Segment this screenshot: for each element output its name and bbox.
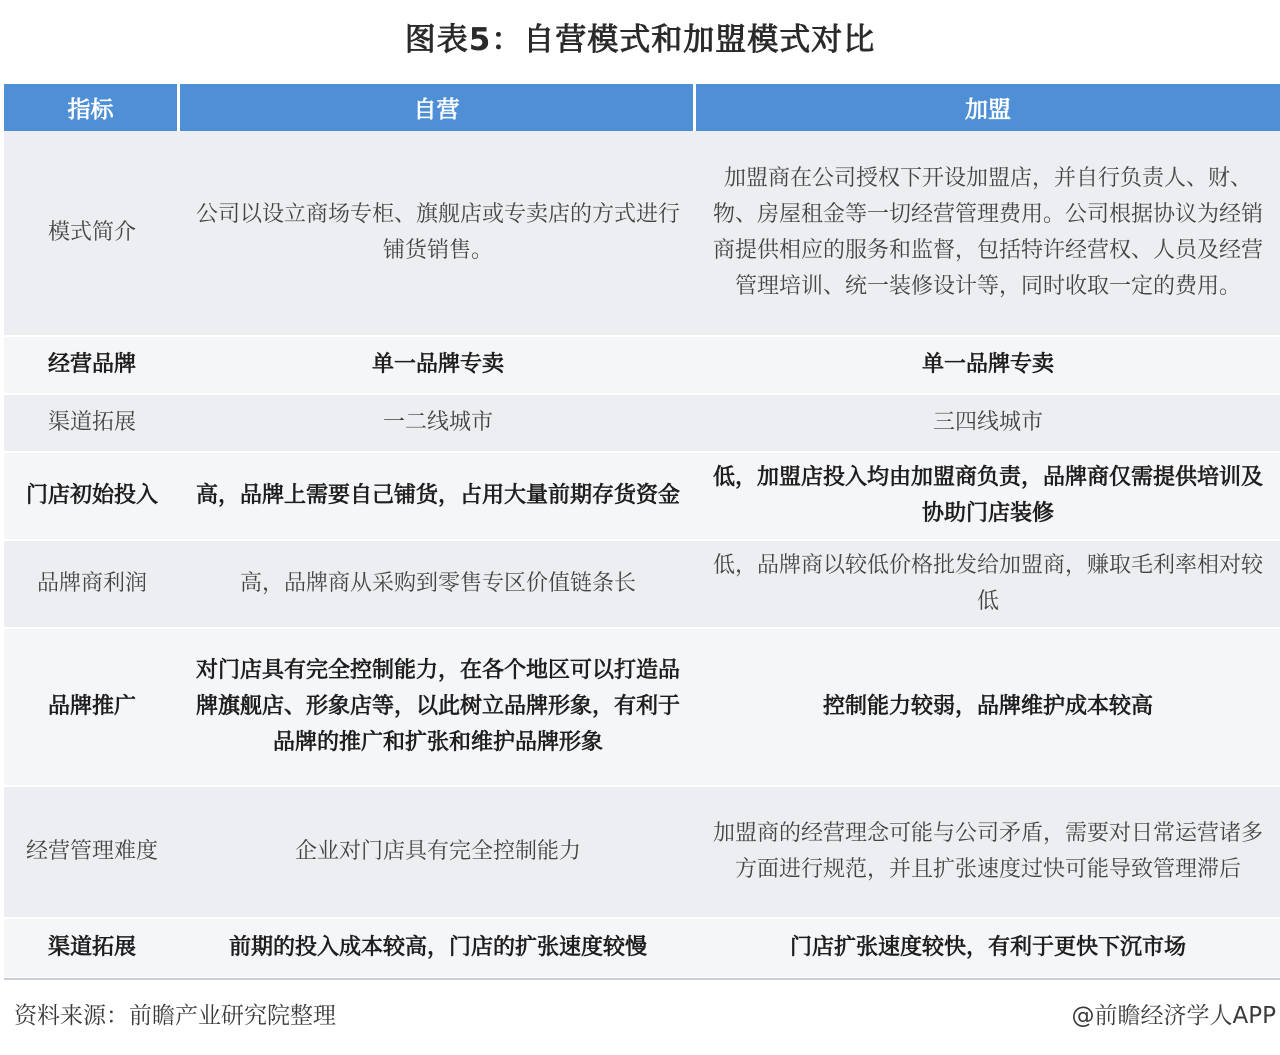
franchise-cell: 三四线城市 [932, 410, 1043, 435]
franchise-cell: 门店扩张速度较快，有利于更快下沉市场 [789, 935, 1186, 960]
row-label: 渠道拓展 [47, 935, 136, 960]
chart-title: 图表5：自营模式和加盟模式对比 [404, 22, 876, 58]
row-label: 经营品牌 [47, 352, 136, 377]
table-row [4, 785, 1280, 917]
brand-credit: @前瞻经济学人APP [1071, 1003, 1276, 1029]
self-cell: 企业对门店具有完全控制能力 [294, 839, 581, 864]
row-label: 品牌商利润 [36, 571, 147, 596]
table-row [4, 393, 1280, 451]
self-cell: 单一品牌专卖 [371, 352, 504, 377]
footer [0, 985, 1280, 1045]
franchise-cell: 加盟商在公司授权下开设加盟店，并自行负责人、财、物、房屋租金等一切经营管理费用。公司根据协议为经销商提供相应的服务和监督，包括特许经营权、人员及经营管理培训、统一装修设计等，同时收取一定的费用。 [712, 166, 1263, 299]
franchise-cell: 低，品牌商以较低价格批发给加盟商，赚取毛利率相对较低 [712, 553, 1263, 614]
franchise-cell: 低，加盟店投入均由加盟商负责，品牌商仅需提供培训及协助门店装修 [712, 465, 1263, 526]
table-row [4, 539, 1280, 627]
table-header [4, 84, 1280, 131]
table-row [4, 627, 1280, 785]
self-cell: 高，品牌商从采购到零售专区价值链条长 [239, 571, 636, 596]
self-cell: 对门店具有完全控制能力，在各个地区可以打造品牌旗舰店、形象店等，以此树立品牌形象，有利于品牌的推广和扩张和维护品牌形象 [195, 658, 680, 755]
table-row [4, 917, 1280, 977]
row-label: 渠道拓展 [47, 410, 136, 435]
self-cell: 高，品牌上需要自己铺货，占用大量前期存货资金 [195, 483, 680, 508]
header-indicator: 指标 [4, 84, 180, 131]
header-franchise: 加盟 [696, 84, 1280, 131]
table-row [4, 335, 1280, 393]
self-cell: 公司以设立商场专柜、旗舰店或专卖店的方式进行铺货销售。 [195, 202, 680, 263]
source-note: 资料来源：前瞻产业研究院整理 [14, 1003, 336, 1029]
franchise-cell: 单一品牌专卖 [921, 352, 1054, 377]
self-cell: 一二线城市 [382, 410, 493, 435]
row-label: 模式简介 [47, 220, 136, 245]
franchise-cell: 加盟商的经营理念可能与公司矛盾，需要对日常运营诸多方面进行规范，并且扩张速度过快可能导致管理滞后 [712, 821, 1263, 882]
header-self-operated: 自营 [180, 84, 696, 131]
table-row [4, 451, 1280, 539]
footer-divider [4, 978, 1280, 980]
row-label: 品牌推广 [47, 694, 136, 719]
comparison-table [4, 84, 1280, 977]
franchise-cell: 控制能力较弱，品牌维护成本较高 [822, 694, 1153, 719]
row-label: 门店初始投入 [25, 483, 158, 508]
table-row [4, 131, 1280, 335]
self-cell: 前期的投入成本较高，门店的扩张速度较慢 [228, 935, 647, 960]
row-label: 经营管理难度 [25, 839, 158, 864]
